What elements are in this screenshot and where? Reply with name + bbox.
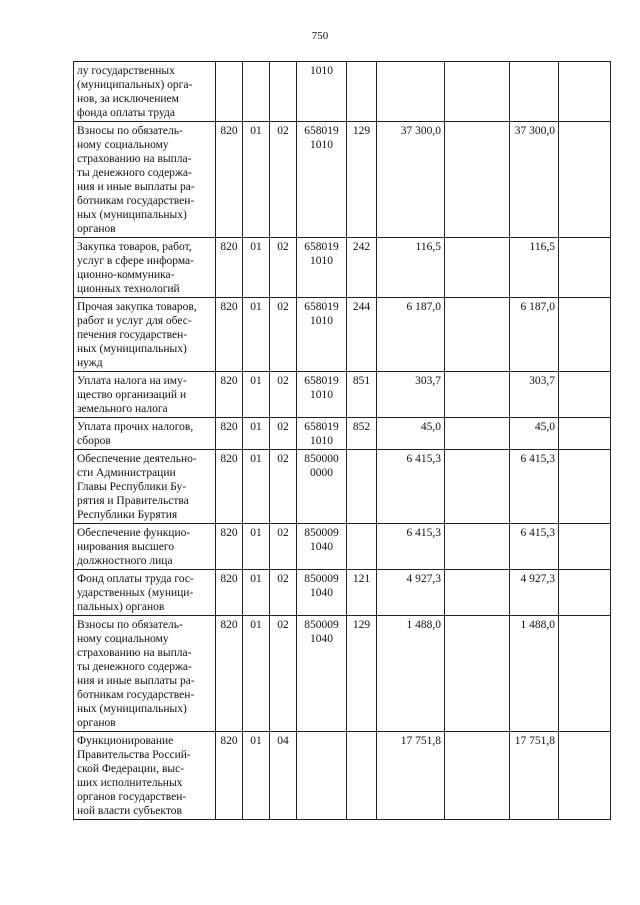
amount-total-cell: 1 488,0 bbox=[377, 616, 445, 732]
table-row bbox=[74, 298, 611, 372]
expense-type-cell bbox=[347, 524, 377, 570]
table-row bbox=[74, 372, 611, 418]
amount-total-cell: 4 927,3 bbox=[377, 570, 445, 616]
subsection-code-cell: 02 bbox=[270, 570, 297, 616]
amount-total-cell bbox=[377, 62, 445, 122]
amount-own-cell: 45,0 bbox=[510, 418, 559, 450]
ministry-code-cell: 820 bbox=[216, 732, 243, 820]
amount-empty-cell bbox=[445, 616, 510, 732]
amount-empty-cell bbox=[445, 418, 510, 450]
amount-extra-cell bbox=[559, 298, 611, 372]
amount-own-cell: 303,7 bbox=[510, 372, 559, 418]
amount-extra-cell bbox=[559, 450, 611, 524]
expense-type-cell: 121 bbox=[347, 570, 377, 616]
amount-empty-cell bbox=[445, 524, 510, 570]
target-article-cell: 658019 1010 bbox=[297, 372, 347, 418]
subsection-code-cell: 02 bbox=[270, 450, 297, 524]
target-article-cell: 658019 1010 bbox=[297, 298, 347, 372]
amount-own-cell: 6 187,0 bbox=[510, 298, 559, 372]
target-article-cell: 658019 1010 bbox=[297, 418, 347, 450]
target-article-cell: 850009 1040 bbox=[297, 616, 347, 732]
page-number: 750 bbox=[311, 30, 329, 42]
expense-type-cell: 129 bbox=[347, 616, 377, 732]
expense-type-cell: 852 bbox=[347, 418, 377, 450]
amount-total-cell: 6 415,3 bbox=[377, 450, 445, 524]
amount-empty-cell bbox=[445, 298, 510, 372]
subsection-code-cell: 02 bbox=[270, 418, 297, 450]
table-row bbox=[74, 238, 611, 298]
section-code-cell: 01 bbox=[243, 122, 270, 238]
item-name-cell: Обеспечение функцио- нирования высшего должностного лица bbox=[74, 524, 216, 570]
target-article-cell: 850009 1040 bbox=[297, 570, 347, 616]
subsection-code-cell: 02 bbox=[270, 238, 297, 298]
table-row bbox=[74, 524, 611, 570]
target-article-cell: 658019 1010 bbox=[297, 238, 347, 298]
amount-empty-cell bbox=[445, 372, 510, 418]
table-row bbox=[74, 418, 611, 450]
ministry-code-cell: 820 bbox=[216, 298, 243, 372]
subsection-code-cell: 04 bbox=[270, 732, 297, 820]
section-code-cell: 01 bbox=[243, 616, 270, 732]
expense-type-cell: 242 bbox=[347, 238, 377, 298]
amount-own-cell: 6 415,3 bbox=[510, 524, 559, 570]
amount-own-cell: 4 927,3 bbox=[510, 570, 559, 616]
amount-extra-cell bbox=[559, 732, 611, 820]
target-article-cell bbox=[297, 732, 347, 820]
amount-extra-cell bbox=[559, 122, 611, 238]
table-row bbox=[74, 62, 611, 122]
amount-own-cell: 1 488,0 bbox=[510, 616, 559, 732]
item-name-cell: Фонд оплаты труда гос- ударственных (муници- пальных) органов bbox=[74, 570, 216, 616]
budget-table-body bbox=[74, 62, 611, 820]
ministry-code-cell: 820 bbox=[216, 524, 243, 570]
subsection-code-cell: 02 bbox=[270, 524, 297, 570]
target-article-cell: 850009 1040 bbox=[297, 524, 347, 570]
amount-total-cell: 303,7 bbox=[377, 372, 445, 418]
amount-extra-cell bbox=[559, 418, 611, 450]
ministry-code-cell: 820 bbox=[216, 418, 243, 450]
amount-extra-cell bbox=[559, 372, 611, 418]
table-row bbox=[74, 570, 611, 616]
subsection-code-cell: 02 bbox=[270, 122, 297, 238]
target-article-cell: 1010 bbox=[297, 62, 347, 122]
item-name-cell: Закупка товаров, работ, услуг в сфере информа- ционно-коммуника- ционных технологий bbox=[74, 238, 216, 298]
item-name-cell: Прочая закупка товаров, работ и услуг для обес- печения государствен- ных (муниципальных) нужд bbox=[74, 298, 216, 372]
item-name-cell: Уплата налога на иму- щество организаций и земельного налога bbox=[74, 372, 216, 418]
amount-own-cell: 17 751,8 bbox=[510, 732, 559, 820]
amount-empty-cell bbox=[445, 570, 510, 616]
table-row bbox=[74, 450, 611, 524]
amount-own-cell bbox=[510, 62, 559, 122]
expense-type-cell: 129 bbox=[347, 122, 377, 238]
amount-empty-cell bbox=[445, 62, 510, 122]
amount-extra-cell bbox=[559, 62, 611, 122]
section-code-cell: 01 bbox=[243, 450, 270, 524]
table-row bbox=[74, 616, 611, 732]
amount-total-cell: 45,0 bbox=[377, 418, 445, 450]
subsection-code-cell bbox=[270, 62, 297, 122]
expense-type-cell bbox=[347, 732, 377, 820]
target-article-cell: 850000 0000 bbox=[297, 450, 347, 524]
table-row bbox=[74, 732, 611, 820]
item-name-cell: Функционирование Правительства Россий- ской Федерации, выс- ших исполнительных органов государствен- ной власти субъектов bbox=[74, 732, 216, 820]
subsection-code-cell: 02 bbox=[270, 372, 297, 418]
table-row bbox=[74, 122, 611, 238]
amount-extra-cell bbox=[559, 238, 611, 298]
amount-total-cell: 116,5 bbox=[377, 238, 445, 298]
section-code-cell: 01 bbox=[243, 732, 270, 820]
amount-extra-cell bbox=[559, 524, 611, 570]
expense-type-cell: 244 bbox=[347, 298, 377, 372]
section-code-cell: 01 bbox=[243, 298, 270, 372]
expense-type-cell bbox=[347, 62, 377, 122]
ministry-code-cell: 820 bbox=[216, 238, 243, 298]
amount-empty-cell bbox=[445, 238, 510, 298]
item-name-cell: лу государственных (муниципальных) орга- нов, за исключением фонда оплаты труда bbox=[74, 62, 216, 122]
ministry-code-cell: 820 bbox=[216, 570, 243, 616]
ministry-code-cell: 820 bbox=[216, 616, 243, 732]
section-code-cell: 01 bbox=[243, 524, 270, 570]
amount-empty-cell bbox=[445, 122, 510, 238]
budget-table bbox=[73, 61, 611, 820]
ministry-code-cell: 820 bbox=[216, 372, 243, 418]
item-name-cell: Взносы по обязатель- ному социальному страхованию на выпла- ты денежного содержа- ния и иные выплаты ра- ботникам государствен- ных (муниципальных) органов bbox=[74, 616, 216, 732]
expense-type-cell bbox=[347, 450, 377, 524]
amount-total-cell: 37 300,0 bbox=[377, 122, 445, 238]
expense-type-cell: 851 bbox=[347, 372, 377, 418]
section-code-cell: 01 bbox=[243, 570, 270, 616]
item-name-cell: Обеспечение деятельно- сти Администрации Главы Республики Бу- рятия и Правительства Республики Бурятия bbox=[74, 450, 216, 524]
section-code-cell: 01 bbox=[243, 372, 270, 418]
amount-own-cell: 6 415,3 bbox=[510, 450, 559, 524]
amount-own-cell: 116,5 bbox=[510, 238, 559, 298]
ministry-code-cell: 820 bbox=[216, 122, 243, 238]
amount-total-cell: 17 751,8 bbox=[377, 732, 445, 820]
amount-total-cell: 6 415,3 bbox=[377, 524, 445, 570]
item-name-cell: Уплата прочих налогов, сборов bbox=[74, 418, 216, 450]
amount-empty-cell bbox=[445, 732, 510, 820]
amount-own-cell: 37 300,0 bbox=[510, 122, 559, 238]
item-name-cell: Взносы по обязатель- ному социальному страхованию на выпла- ты денежного содержа- ния и иные выплаты ра- ботникам государствен- ных (муниципальных) органов bbox=[74, 122, 216, 238]
ministry-code-cell: 820 bbox=[216, 450, 243, 524]
section-code-cell bbox=[243, 62, 270, 122]
subsection-code-cell: 02 bbox=[270, 298, 297, 372]
target-article-cell: 658019 1010 bbox=[297, 122, 347, 238]
amount-extra-cell bbox=[559, 616, 611, 732]
subsection-code-cell: 02 bbox=[270, 616, 297, 732]
section-code-cell: 01 bbox=[243, 418, 270, 450]
amount-empty-cell bbox=[445, 450, 510, 524]
ministry-code-cell bbox=[216, 62, 243, 122]
section-code-cell: 01 bbox=[243, 238, 270, 298]
amount-extra-cell bbox=[559, 570, 611, 616]
amount-total-cell: 6 187,0 bbox=[377, 298, 445, 372]
